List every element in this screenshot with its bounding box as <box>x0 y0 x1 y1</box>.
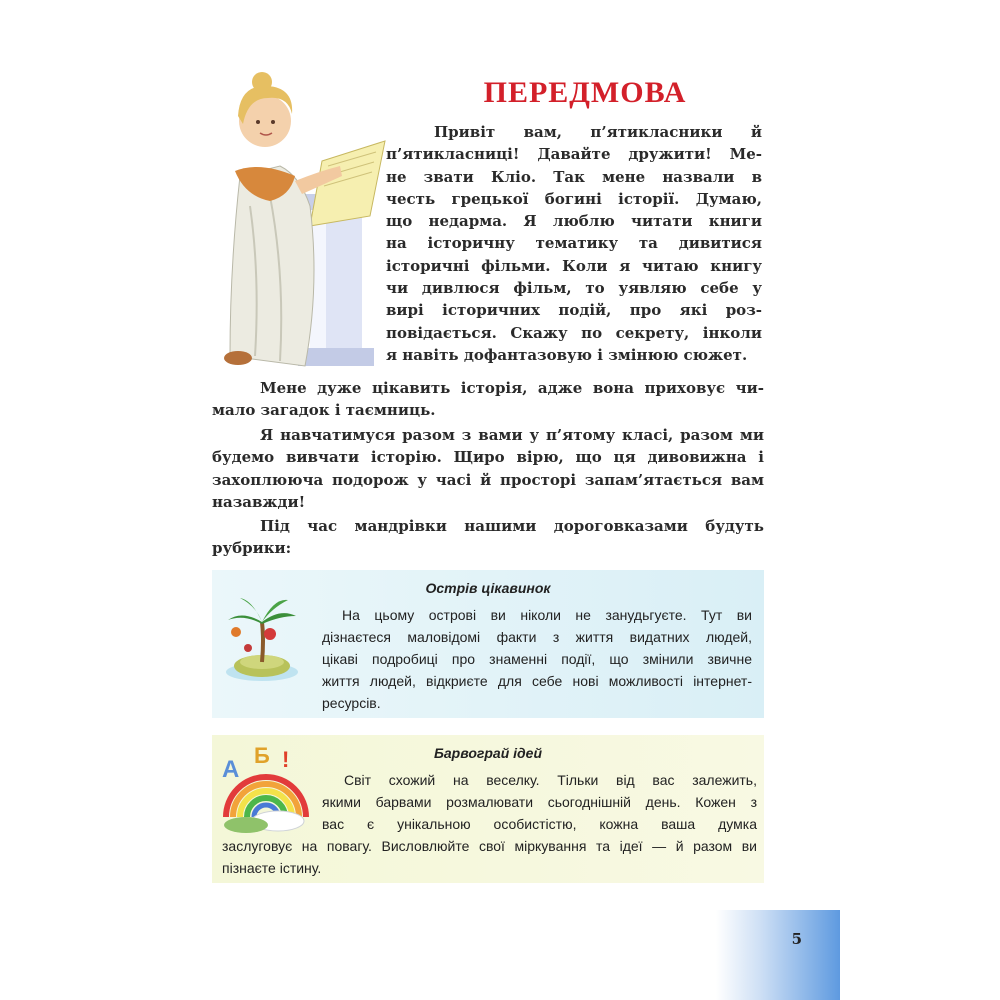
paragraph-rubrics-intro <box>212 515 764 560</box>
text-line: мало загадок і таємниць. <box>212 401 436 420</box>
text-line: життя людей, відкриєте для себе нові можливості інтернет- <box>322 673 752 689</box>
text-line: повідається. Скажу по секрету, інколи <box>386 323 762 342</box>
svg-text:Б: Б <box>254 743 270 768</box>
rubric-box-island <box>212 570 764 718</box>
text-line: вас є унікальною особистістю, кожна ваша думка <box>322 816 757 832</box>
paragraph-study-together <box>212 424 764 513</box>
text-line: рубрики: <box>212 539 292 558</box>
text-line: п’ятикласниці! Давайте дружити! Ме- <box>386 145 762 164</box>
text-line: історичні фільми. Коли я читаю книгу <box>386 256 762 275</box>
rubric-title: Барвограй ідей <box>433 745 543 761</box>
text-line: ресурсів. <box>322 695 381 711</box>
rubric-box-ideas <box>212 735 764 883</box>
intro-paragraph <box>386 121 762 366</box>
paragraph-history-interest <box>212 377 764 422</box>
text-line: якими барвами розмалювати сьогоднішній день. Кожен з <box>322 794 757 810</box>
text-line: Світ схожий на веселку. Тільки від вас залежить, <box>344 772 757 788</box>
text-line: дізнаєтеся маловідомі факти з життя видатних людей, <box>322 629 752 645</box>
text-line: чи дивлюся фільм, то уявляю себе у <box>386 279 762 298</box>
rubric-title: Острів цікавинок <box>425 580 551 596</box>
rubric-text <box>322 604 752 714</box>
text-line: пізнаєте істину. <box>222 860 322 876</box>
text-line: честь грецької богині історії. Думаю, <box>386 189 762 208</box>
page-number: 5 <box>791 930 802 948</box>
text-line: не звати Кліо. Так мене назвали в <box>386 167 762 186</box>
rubric-text <box>212 769 757 879</box>
text-line: Під час мандрівки нашими дороговказами будуть <box>260 517 764 535</box>
text-line: Я навчатимуся разом з вами у п’ятому класі, разом ми <box>260 426 764 444</box>
text-line: заслуговує на повагу. Висловлюйте свої міркування та ідеї — й разом ви <box>222 838 757 854</box>
text-line: Мене дуже цікавить історія, адже вона приховує чи- <box>260 379 764 397</box>
svg-text:!: ! <box>282 747 290 772</box>
island-palm-icon <box>222 590 302 690</box>
page-number-tab <box>716 910 840 1000</box>
text-line: вирі історичних подій, про які роз- <box>386 301 762 320</box>
text-line: На цьому острові ви ніколи не занудьгуєте. Тут ви <box>342 607 752 623</box>
clio-muse-illustration <box>210 66 390 376</box>
text-line: Привіт вам, п’ятикласники й <box>434 123 762 141</box>
text-line: що недарма. Я люблю читати книги <box>386 212 762 231</box>
text-line: будемо вивчати історію. Щиро вірю, що ця дивовижна і <box>212 448 764 467</box>
text-line: на історичну тематику та дивитися <box>386 234 762 253</box>
text-line: цікаві подробиці про знаменні події, що змінили звичне <box>322 651 752 667</box>
text-line: я навіть дофантазовую і змінюю сюжет. <box>386 345 748 364</box>
text-line: назавжди! <box>212 492 306 511</box>
svg-text:А: А <box>222 756 240 783</box>
page-title: ПЕРЕДМОВА <box>483 76 687 109</box>
text-line: захоплююча подорож у часі й просторі запам’ятається вам <box>212 470 764 489</box>
